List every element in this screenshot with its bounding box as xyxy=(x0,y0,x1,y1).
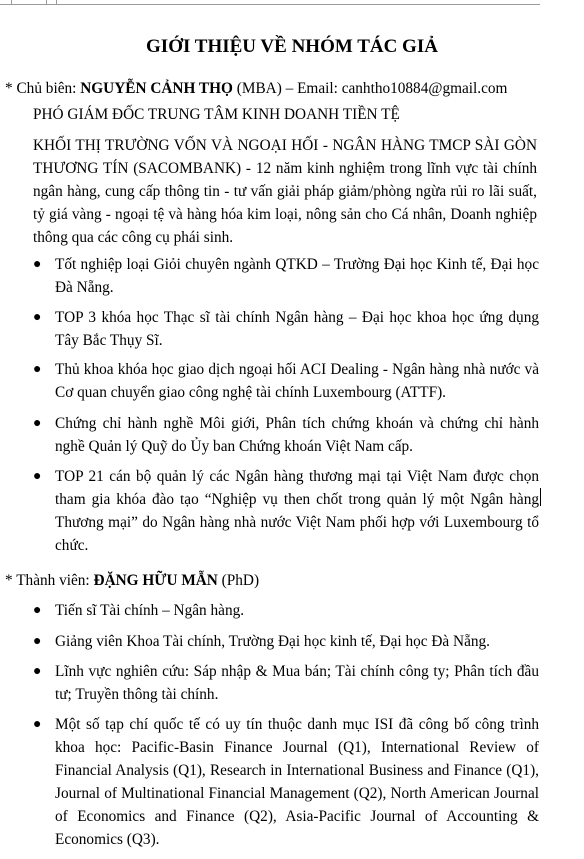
ruler-line xyxy=(0,4,540,5)
member-line xyxy=(5,569,259,592)
bullet-icon: ● xyxy=(33,257,42,272)
bullet-icon: ● xyxy=(33,664,42,679)
bullet-icon: ● xyxy=(33,634,42,649)
indent-marker[interactable] xyxy=(11,0,21,5)
chief-editor-line xyxy=(5,77,507,100)
list-item: Lĩnh vực nghiên cứu: Sáp nhập & Mua bán; Tài chính công ty; Phân tích đầu tư; Truyền thông tài chính. xyxy=(55,663,539,703)
text-cursor xyxy=(540,488,541,506)
bullet-icon: ● xyxy=(33,416,42,431)
list-item: TOP 21 cán bộ quản lý các Ngân hàng thương mại tại Việt Nam được chọn tham gia khóa đào tạo “Nghiệp vụ then chốt trong quản lý một Ngân hàng Thương mại” do Ngân hàng nhà nước Việt Nam phối hợp với Luxembourg tổ chức. xyxy=(55,468,539,554)
list-item: Tốt nghiệp loại Giỏi chuyên ngành QTKD – Trường Đại học Kinh tế, Đại học Đà Nẵng. xyxy=(55,256,539,296)
member-degree: (PhD) xyxy=(217,572,260,589)
bullet-icon: ● xyxy=(33,310,42,325)
chief-editor-email: (MBA) – Email: canhtho10884@gmail.com xyxy=(232,80,508,97)
member-name: ĐẶNG HỮU MẪN xyxy=(93,572,218,589)
list-item: Giảng viên Khoa Tài chính, Trường Đại học kinh tế, Đại học Đà Nẵng. xyxy=(55,633,490,650)
bullet-icon: ● xyxy=(33,603,42,618)
list-item: Thủ khoa khóa học giao dịch ngoại hối ACI Dealing - Ngân hàng nhà nước và Cơ quan chuyển giao công nghệ tài chính Luxembourg (ATTF). xyxy=(55,361,539,401)
bullet-icon: ● xyxy=(33,362,42,377)
chief-editor-description: KHỐI THỊ TRƯỜNG VỐN VÀ NGOẠI HỐI - NGÂN HÀNG TMCP SÀI GÒN THƯƠNG TÍN (SACOMBANK) - 12 năm kinh nghiệm trong lĩnh vực tài chính ngân hàng, cung cấp thông tin - tư vấn giải pháp giảm/phòng ngừa rủi ro lãi suất, tỷ giá vàng - ngoại tệ và hàng hóa kim loại, nông sản cho Cá nhân, Doanh nghiệp thông qua các công cụ phái sinh. xyxy=(33,137,537,246)
list-item: Tiến sĩ Tài chính – Ngân hàng. xyxy=(55,602,245,619)
page-title: GIỚI THIỆU VỀ NHÓM TÁC GIẢ xyxy=(146,36,438,57)
member-prefix: * Thành viên: xyxy=(5,572,94,589)
tab-marker[interactable] xyxy=(46,0,57,5)
ruler-bar xyxy=(0,0,584,6)
list-item: TOP 3 khóa học Thạc sĩ tài chính Ngân hàng – Đại học khoa học ứng dụng Tây Bắc Thụy Sĩ. xyxy=(55,309,539,349)
list-item: Chứng chỉ hành nghề Môi giới, Phân tích chứng khoán và chứng chỉ hành nghề Quản lý Quỹ do Ủy ban Chứng khoán Việt Nam cấp. xyxy=(55,415,539,455)
list-item: Một số tạp chí quốc tế có uy tín thuộc danh mục ISI đã công bố công trình khoa học: Pacific-Basin Finance Journal (Q1), International Review of Financial Analysis (Q1), Research in International Business and Finance (Q1), Journal of Multinational Financial Management (Q2), North American Journal of Economics and Finance (Q2), Asia-Pacific Journal of Accounting & Economics (Q3). xyxy=(55,716,539,848)
chief-editor-name: NGUYỄN CẢNH THỌ xyxy=(80,80,233,97)
bullet-icon: ● xyxy=(33,469,42,484)
chief-editor-prefix: * Chủ biên: xyxy=(5,80,81,97)
chief-editor-position: PHÓ GIÁM ĐỐC TRUNG TÂM KINH DOANH TIỀN TỆ xyxy=(33,106,400,123)
bullet-icon: ● xyxy=(33,717,42,732)
